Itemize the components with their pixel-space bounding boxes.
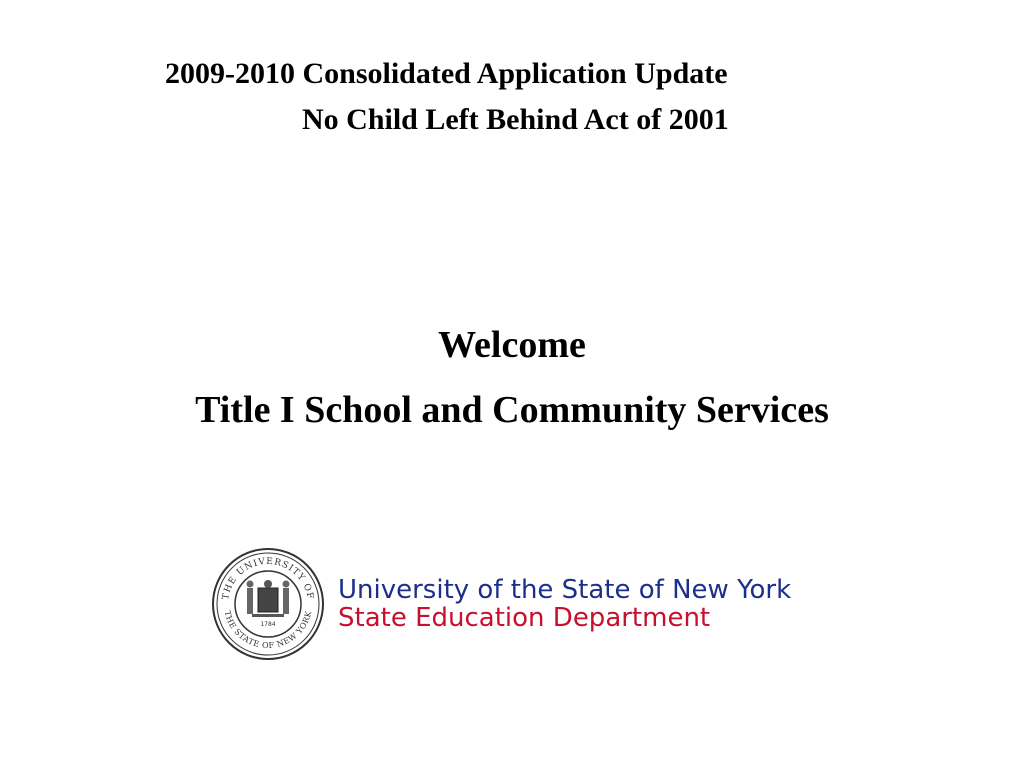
agency-logo bbox=[208, 546, 808, 666]
header-title-line1: 2009-2010 Consolidated Application Update bbox=[165, 57, 728, 90]
seal-text-top: THE UNIVERSITY OF bbox=[221, 556, 315, 601]
state-seal-icon bbox=[208, 546, 328, 662]
welcome-heading: Welcome bbox=[438, 324, 586, 366]
program-title: Title I School and Community Services bbox=[195, 389, 829, 431]
header-title-line2: No Child Left Behind Act of 2001 bbox=[302, 103, 729, 136]
agency-name-department: State Education Department bbox=[338, 603, 711, 633]
seal-year: 1784 bbox=[260, 621, 276, 628]
agency-name-university: University of the State of New York bbox=[338, 575, 792, 605]
seal-text-bottom: THE STATE OF NEW YORK bbox=[222, 609, 314, 651]
